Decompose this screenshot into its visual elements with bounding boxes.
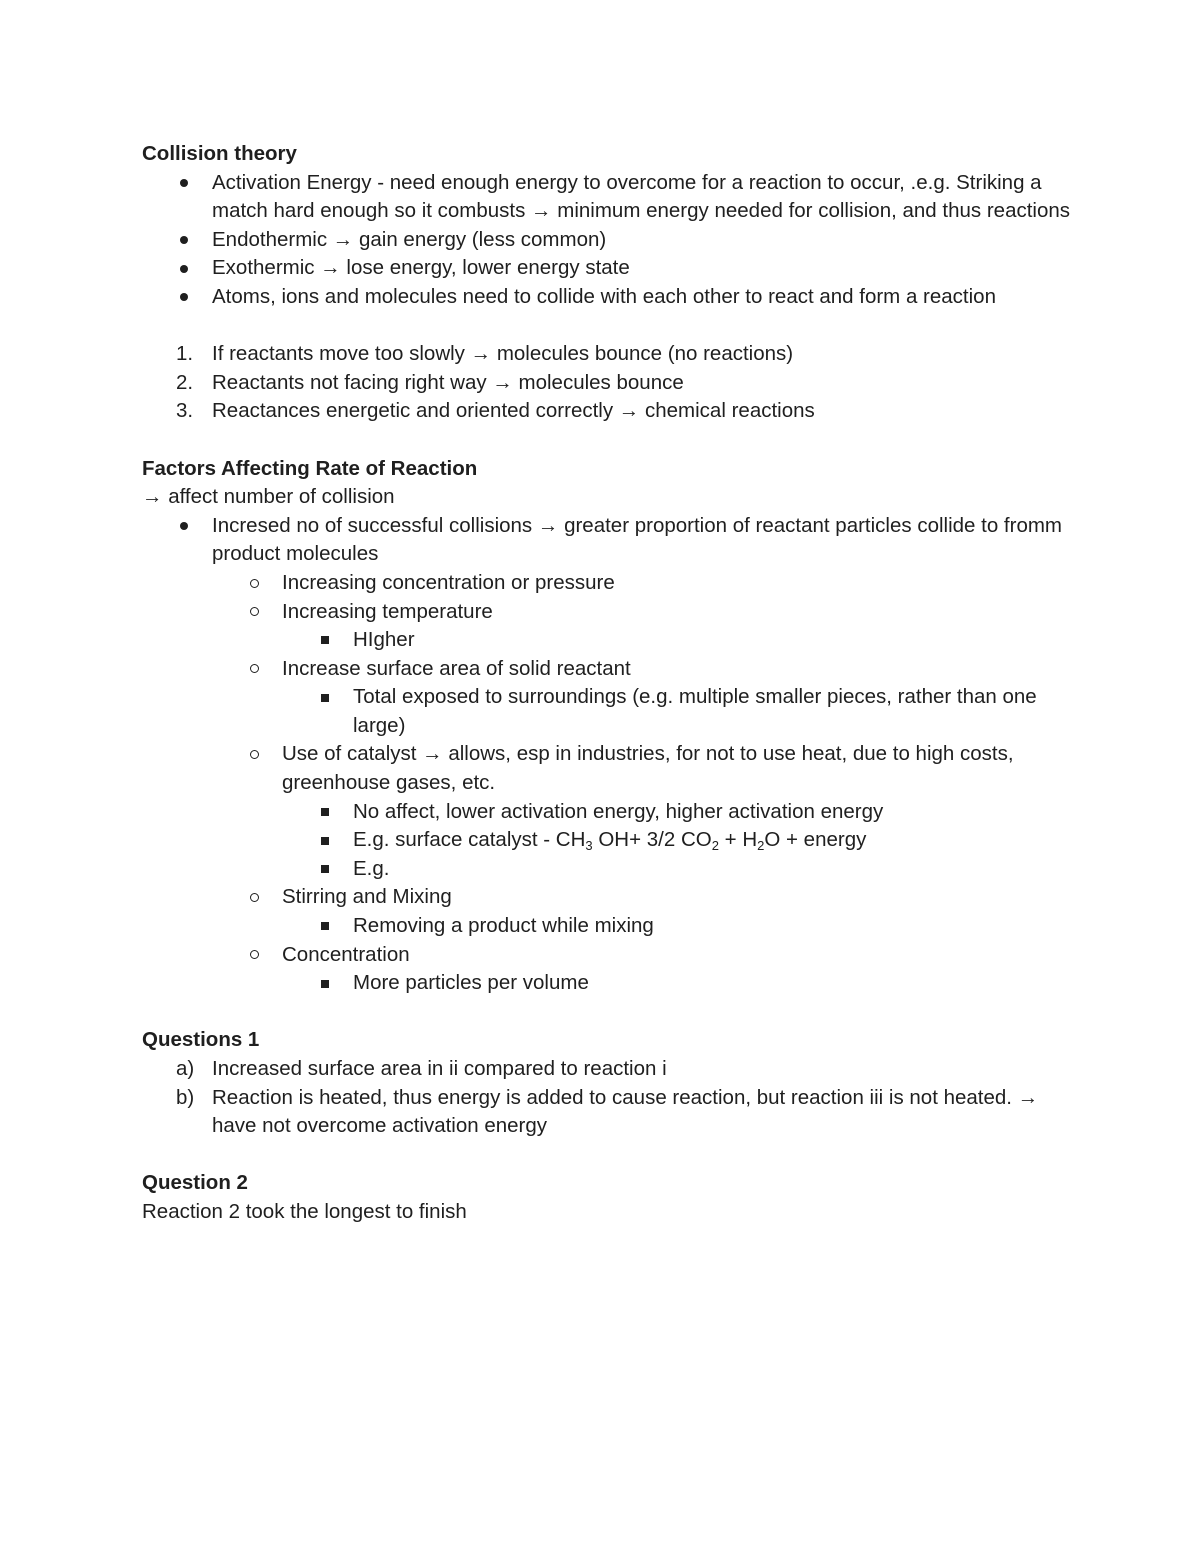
list-item xyxy=(142,512,1072,569)
list-item xyxy=(142,798,1072,827)
list-letter: b) xyxy=(176,1085,195,1109)
list-item xyxy=(142,626,1072,655)
list-item-text: Use of catalyst → allows, esp in industries, for not to use heat, due to high costs, greenhouse gases, etc. xyxy=(282,742,1014,795)
list-item xyxy=(142,169,1072,226)
list-item xyxy=(142,912,1072,941)
list-item-text: Reaction is heated, thus energy is added to cause reaction, but reaction iii is not heated. → have not overcome activation energy xyxy=(212,1085,1039,1138)
list-item-text: Increase surface area of solid reactant xyxy=(282,656,631,680)
list-item xyxy=(142,941,1072,970)
bullet-icon xyxy=(178,254,188,283)
list-item xyxy=(142,283,1072,312)
list-item xyxy=(142,569,1072,598)
list-item xyxy=(142,855,1072,884)
list-item xyxy=(142,826,1072,855)
numbered-item xyxy=(142,397,1072,426)
list-item-text: E.g. xyxy=(353,856,390,880)
list-item-text: Incresed no of successful collisions → greater proportion of reactant particles collide to fromm product molecules xyxy=(212,513,1062,566)
list-item-text: HIgher xyxy=(353,628,415,652)
list-item xyxy=(142,740,1072,797)
list-item xyxy=(142,883,1072,912)
list-number: 3. xyxy=(176,399,194,423)
list-item-text: Concentration xyxy=(282,942,410,966)
square-bullet-icon xyxy=(317,626,329,655)
list-letter: a) xyxy=(176,1057,195,1080)
list-item xyxy=(142,655,1072,684)
square-bullet-icon xyxy=(317,683,329,712)
bullet-icon xyxy=(178,283,188,312)
list-item xyxy=(142,226,1072,255)
list-item-text: Removing a product while mixing xyxy=(353,914,654,938)
circle-bullet-icon xyxy=(248,598,259,627)
list-item xyxy=(142,683,1072,740)
list-number: 2. xyxy=(176,370,194,394)
question-2-answer: Reaction 2 took the longest to finish xyxy=(142,1199,467,1223)
questions-1-heading: Questions 1 xyxy=(142,1028,260,1052)
blank-line xyxy=(142,426,1072,455)
circle-bullet-icon xyxy=(248,655,259,684)
list-item-text: If reactants move too slowly → molecules bounce (no reactions) xyxy=(212,342,794,366)
list-item-text: Activation Energy - need enough energy to overcome for a reaction to occur, .e.g. Striking a match hard enough so it combusts → minimum energy needed for collision, and thus reactions xyxy=(212,170,1071,223)
list-item-text: More particles per volume xyxy=(353,971,589,995)
square-bullet-icon xyxy=(317,969,329,998)
list-item-text: Total exposed to surroundings (e.g. multiple smaller pieces, rather than one large) xyxy=(353,685,1037,737)
blank-line xyxy=(142,1141,1072,1170)
numbered-item xyxy=(142,369,1072,398)
list-item xyxy=(142,969,1072,998)
bullet-icon xyxy=(178,512,188,541)
collision-theory-heading: Collision theory xyxy=(142,142,297,165)
circle-bullet-icon xyxy=(248,740,259,769)
list-item-text: Endothermic → gain energy (less common) xyxy=(212,227,607,251)
bullet-icon xyxy=(178,226,188,255)
circle-bullet-icon xyxy=(248,941,259,970)
blank-line xyxy=(142,312,1072,341)
list-item xyxy=(142,254,1072,283)
factors-heading: Factors Affecting Rate of Reaction xyxy=(142,456,478,480)
list-item-text: Atoms, ions and molecules need to collide with each other to react and form a reaction xyxy=(212,284,996,308)
blank-line xyxy=(142,998,1072,1027)
list-item-text: Reactances energetic and oriented correctly → chemical reactions xyxy=(212,399,815,423)
factors-intro: → affect number of collision xyxy=(142,485,395,509)
list-number: 1. xyxy=(176,342,194,366)
list-item-text: Increasing concentration or pressure xyxy=(282,570,615,594)
lettered-item xyxy=(142,1055,1072,1084)
circle-bullet-icon xyxy=(248,883,259,912)
list-item xyxy=(142,598,1072,627)
lettered-item xyxy=(142,1084,1072,1141)
square-bullet-icon xyxy=(317,826,329,855)
list-item-text: Increased surface area in ii compared to reaction i xyxy=(212,1057,667,1080)
numbered-item xyxy=(142,340,1072,369)
list-item-text: Reactants not facing right way → molecules bounce xyxy=(212,370,684,394)
list-item-text: Exothermic → lose energy, lower energy state xyxy=(212,256,630,280)
chemical-equation: E.g. surface catalyst - $CH_3$ OH+ 3/2 $CO_2 + H_2O$ + energy xyxy=(353,828,867,854)
square-bullet-icon xyxy=(317,855,329,884)
list-item-text: No affect, lower activation energy, higher activation energy xyxy=(353,799,884,823)
square-bullet-icon xyxy=(317,912,329,941)
square-bullet-icon xyxy=(317,798,329,827)
document-body xyxy=(142,140,1072,1227)
bullet-icon xyxy=(178,169,188,198)
question-2-heading: Question 2 xyxy=(142,1171,248,1195)
circle-bullet-icon xyxy=(248,569,259,598)
list-item-text: Increasing temperature xyxy=(282,599,493,623)
list-item-text: Stirring and Mixing xyxy=(282,885,452,909)
